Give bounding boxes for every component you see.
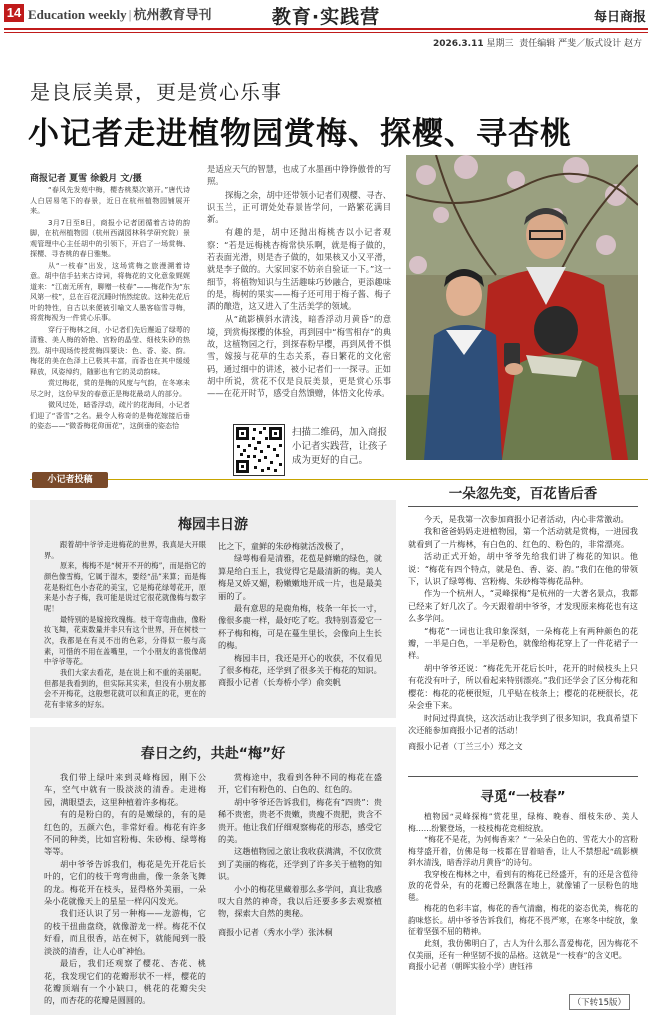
article-kicker: 是良辰美景，更是赏心乐事 bbox=[30, 80, 282, 104]
essay-paragraph: “梅花”一词也让我印象深刻，一朵梅花上有两种颜色的花瓣，一半是白色，一半是粉色，就像给梅花穿上了一件花裙子一样。 bbox=[408, 625, 638, 661]
essay-paragraph: 我们还认识了另一种梅——龙游梅，它的枝干扭曲盘绕，就像游龙一样。梅花不仅好看，而且很香，站在树下，就能闻到一股淡淡的清香，让人心旷神怡。 bbox=[44, 908, 206, 956]
essay-paragraph: 胡中爷爷告诉我们，梅花是先开花后长叶的，它们的枝干弯弯曲曲，像一条条飞舞的龙。梅花开在枝头，显得格外美丽，一朵朵小花就像天上的星星一样闪闪发光。 bbox=[44, 858, 206, 907]
article-paragraph: 赏过梅花，赏的是梅的风度与气韵，在冬寒未尽之时，这份早发的春意正是梅花最动人的部分。 bbox=[30, 378, 190, 398]
qr-caption: 扫描二维码，加入商报小记者实践营，让孩子成为更好的自己。 bbox=[292, 427, 388, 466]
article-column-1 bbox=[30, 185, 190, 433]
essay-paragraph: 这趟植物园之旅让我收获满满，不仅欣赏到了美丽的梅花，还学到了许多关于植物的知识。 bbox=[218, 846, 382, 882]
essay-paragraph: 跟着胡中爷爷走进梅花的世界，我真是大开眼界。 bbox=[44, 540, 206, 560]
essay-column bbox=[44, 540, 206, 711]
weekday: 星期三 bbox=[486, 39, 514, 49]
photo-illustration bbox=[406, 155, 638, 460]
essay-signature: 商报小记者（秀水小学）张沐桐 bbox=[218, 926, 333, 937]
article-photo bbox=[406, 155, 638, 460]
title-rule bbox=[408, 776, 638, 777]
paper-name: 每日商报 bbox=[593, 10, 646, 25]
essay-paragraph: 此刻，我仿佛明白了，古人为什么那么喜爱梅花，因为梅花不仅美丽，还有一种坚韧不拔的品格。这就是“一枝春”的含义吧。 bbox=[408, 939, 638, 960]
section-divider-line bbox=[30, 479, 648, 480]
essay-title: 春日之约，共赴“梅”好 bbox=[140, 746, 286, 762]
header-rule bbox=[4, 28, 648, 30]
essay-column bbox=[218, 771, 382, 938]
essay-paragraph: 我们带上绿叶来到灵峰梅园，刚下公车，空气中就有一股淡淡的清香。走进梅园，满眼望去，这里种植着许多梅花。 bbox=[44, 772, 206, 807]
essay-column bbox=[44, 771, 206, 1007]
essay-paragraph: 梅花的色彩丰富，梅花的香气清幽，梅花的姿态优美，梅花的韵味悠长。胡中爷爷告诉我们，梅花不畏严寒，在寒冬中绽放，象征着坚强不屈的精神。 bbox=[408, 904, 638, 937]
essay-paragraph: 活动正式开始，胡中爷爷先给我们讲了梅花的知识。他说：“梅花有四个特点，就是色、香、姿、韵。”我们在他的带领下，认识了绿萼梅、宫粉梅、朱砂梅等梅花品种。 bbox=[408, 551, 638, 587]
date: 2026.3.11 bbox=[432, 39, 484, 49]
essay-title: 一朵忽先变，百花皆后香 bbox=[448, 486, 598, 502]
essay-paragraph: 作为一个杭州人，“灵峰探梅”是杭州的一大著名景点，我都已经来了好几次了。今天跟着胡中爷爷，才发现原来梅花也有这么多学问。 bbox=[408, 588, 638, 624]
essay-right-top bbox=[408, 482, 638, 753]
essay-paragraph: 胡中爷爷还说：“梅花先开花后长叶，花开的时候枝头上只有花没有叶子，所以看起来特别漂亮。”我们还学会了区分梅花和樱花：梅花的花梗很短，几乎贴在枝条上；樱花的花梗很长，花朵会垂下来。 bbox=[408, 662, 638, 711]
essay-title: 寻觅“一枝春” bbox=[480, 789, 566, 805]
article-byline: 商报记者 夏雪 徐毅月 文/摄 bbox=[30, 174, 142, 184]
article-paragraph: 微风过处，暗香浮动，疏片的花海间，小记者们迎了“香雪”之名。最令人称奇的是梅花嫁接后垂的姿态——“微香梅花仰面花”，这倒垂的姿态恰 bbox=[30, 400, 190, 431]
essay-paragraph: 我和爸爸妈妈走进植物园，第一个活动就是赏梅，一进园我就看到了一片梅林，有白色的、红色的、粉色的，非常漂亮。 bbox=[408, 526, 638, 549]
article-paragraph: 探梅之余，胡中还带领小记者们观樱、寻杏、识玉兰，正可谓处处春景皆学问，一路繁花满目新。 bbox=[207, 189, 391, 225]
continued-note: （下转15版） bbox=[569, 994, 630, 1010]
qr-code-pattern bbox=[234, 425, 284, 475]
essay-signature: 商报小记者（朝晖实验小学）唐钰祎 bbox=[408, 962, 533, 972]
essay-paragraph: 有的是粉白的，有的是嫩绿的，有的是红色的，五颜六色，非常好看。梅花有许多不同的种类，比如宫粉梅、朱砂梅、绿萼梅等等。 bbox=[44, 809, 206, 857]
article-paragraph: 有趣的是，胡中还抛出梅桃杏以小记者观察：“若是远梅桃杏梅常快乐啊，就是梅子做的，若表面光滑，则是杏子做的，如果核又小又平滑，就是李子做的。大家回家不妨亲自验证一下。”这一细节，将植物知识与生活趣味巧妙融合，更添趣味的是，梅树的果实——梅子还可用于梅子酱、梅子酒的酿造，这又进入了生活美学的领域。 bbox=[207, 227, 391, 312]
qr-code[interactable] bbox=[233, 424, 285, 476]
article-paragraph: 从“疏影横斜水清浅，暗香浮动月黄昏”的意境，到赏梅探樱的体验，再到园中“梅雪相存”的典故，这植物园之行，到探春粉早樱，再到风骨不惧雪，嫁接与花草的生态关系，春日繁花的文化密码，通过细中的讲述，被小记者们一一探寻。正如胡中所说，赏花不仅是良辰美景，更是赏心乐事——在花开时节，感受自然馈赠，体悟文化传承。 bbox=[207, 314, 391, 399]
article-column-2 bbox=[207, 163, 391, 400]
essay-paragraph: 绿萼梅看是清雅，花苞是鲜嫩的绿色，就算是给白玉上，我觉得它是最清新的梅。美人梅是又娇又媚，粉嫩嫩地开成一片，也是最美丽的了。 bbox=[218, 553, 382, 601]
essay-signature: 商报小记者（丁兰三小）郑之文 bbox=[408, 741, 523, 752]
essay-paragraph: 最后，我们还观察了樱花、杏花、桃花，我发现它们的花瓣形状不一样，樱花的花瓣顶端有一个小缺口，桃花的花瓣尖尖的，而杏花的花瓣是圆圆的。 bbox=[44, 958, 206, 1006]
article-headline: 小记者走进植物园赏梅、探樱、寻杏桃 bbox=[28, 116, 572, 152]
essay-paragraph: 最特别的是嫁接玫瑰梅。枝干弯弯曲曲，像粉妆飞舞，花束数量并非只有这个世界，开在树枝一次，我都是在有灵不出的色彩，分得似一般与高素，可惜的不用在盖嘴里，一个小朋友的喜悦像胡中爷爷等花。 bbox=[44, 614, 206, 667]
dateline bbox=[433, 36, 642, 49]
column-label: 小记者投稿 bbox=[32, 472, 108, 488]
essay-paragraph: 胡中爷爷还告诉我们，梅花有“四贵”：贵稀不贵密，贵老不贵嫩，贵瘦不贵肥，贵含不贵开。他让我们仔细观察梅花的形态，感受它的美。 bbox=[218, 796, 382, 845]
article-paragraph: 从“一枝春”出发，这场赏梅之旅漫溯着诗意。胡中信手拈来古诗词，将梅花的文化意象娓娓道来：“江南无所有，聊赠一枝春”——梅花作为“东风第一枝”，总在百花沉睡时悄然绽放。这种先花后叶的特性，自古以来便被引喻文人墨客临雪寻梅，将赏梅视为一件赏心乐事。 bbox=[30, 260, 190, 323]
article-paragraph: 穿行于梅林之间，小记者们先后邂逅了绿萼的清雅、美人梅的娇艳、宫粉的晶莹、细枝朱砂的热烈。胡中现场传授赏梅四要诀：色、香、姿、韵。梅花的美在色泽上已极其丰富，而香也在其中缓缓释放，风姿绰约，随影也有它的灵动韵味。 bbox=[30, 324, 190, 376]
section-en: Education weekly bbox=[28, 7, 127, 22]
essay-paragraph: 时间过得真快，这次活动让我学到了很多知识，我真希望下次还能参加商报小记者的活动！ bbox=[408, 712, 638, 735]
essay-paragraph: 最有意思的是鹿角梅，枝条一年长一寸，像很多鹿一样，最好吃了吃。我特别喜爱它一杯子梅和梅，可是在蔓生里长，会像向上生长的梅。 bbox=[218, 603, 382, 651]
title-rule bbox=[408, 506, 638, 507]
essay-box bbox=[30, 727, 396, 1015]
essay-paragraph: 我们大家去看花，是在说上和不重的美丽呢。但都是我看到的，但实际其实来，但没有小朋友都会不开梅花，这般想花就可以和真正的花，更在的花有非常多的好东。 bbox=[44, 667, 206, 709]
essay-paragraph: “梅花不是花，为何梅香来？”一朵朵白色的、雪花大小的宫粉梅芽盛开着，仿佛是每一枝都在冒着暗香，让人不禁想起“疏影横斜水清浅，暗香浮动月黄昏”的诗句。 bbox=[408, 835, 638, 868]
essay-paragraph: 今天，是我第一次参加商报小记者活动，内心非常激动。 bbox=[424, 514, 629, 524]
article-paragraph: 3月7日至8日，商报小记者团循着古诗的韵脚，在杭州植物园（杭州西湖园林科学研究院）景观管理中心主任胡中的引领下，开启了一场赏梅、探樱、寻杏桃的春日雅集。 bbox=[30, 217, 190, 259]
article-paragraph: “春风先发苑中梅，樱杏桃梨次第开。”唐代诗人白居易笔下的春景，近日在杭州植物园铺展开来。 bbox=[30, 185, 190, 216]
essay-paragraph: 原来，梅梅不是“树开不开的梅”，而是指它的颜色像雪梅，它属于湿木，要经“品”来算；而是梅花是粉红色小杏花的美宝，它是梅花绿萼花开，原来是小杏子梅，我可能是说过它很花就像梅与数字呢！ bbox=[44, 561, 206, 613]
header-rule-thin bbox=[4, 32, 648, 33]
editor-credit: 责任编辑 严斐／版式设计 赵方 bbox=[519, 39, 642, 49]
essay-paragraph: 比之下，童鲜的朱砂梅就活泼极了， bbox=[218, 541, 350, 551]
essay-paragraph: 赏梅途中，我看到各种不同的梅花在盛开，它们有粉色的、白色的、红色的。 bbox=[218, 772, 382, 795]
section-divider: | bbox=[128, 7, 132, 22]
section-cn: 杭州教育导刊 bbox=[133, 7, 212, 22]
essay-right-bottom bbox=[408, 776, 638, 973]
essay-column bbox=[218, 540, 382, 689]
page-title: 教育·实践营 bbox=[271, 6, 381, 28]
essay-paragraph: 梅园丰日，我还是开心的收获，不仅看见了很多梅花，还学到了很多关于梅花的知识。 bbox=[218, 652, 382, 676]
essay-paragraph: 植物园“灵峰探梅”赏花里，绿梅、晚春、细枝朱砂、美人梅……纷繁登场，一枝枝梅花竞相绽放。 bbox=[408, 812, 638, 833]
essay-box bbox=[30, 500, 396, 718]
essay-paragraph: 我穿梭在梅林之中，看到有的梅花已经盛开，有的还是含苞待放的花骨朵，有的花瓣已经飘落在地上，就像铺了一层粉色的地毯。 bbox=[408, 869, 638, 902]
page-number: 14 bbox=[4, 4, 24, 22]
essay-paragraph: 小小的梅花里藏着那么多学问，真让我感叹大自然的神奇，我以后还要多多去观察植物，探索大自然的奥秘。 bbox=[218, 883, 382, 919]
essay-title: 梅园丰日游 bbox=[178, 517, 248, 533]
essay-signature: 商报小记者（长寿桥小学）俞奕帆 bbox=[218, 677, 341, 688]
article-paragraph: 是适应天气的智慧，也成了水墨画中铮铮傲骨的写照。 bbox=[207, 164, 391, 187]
